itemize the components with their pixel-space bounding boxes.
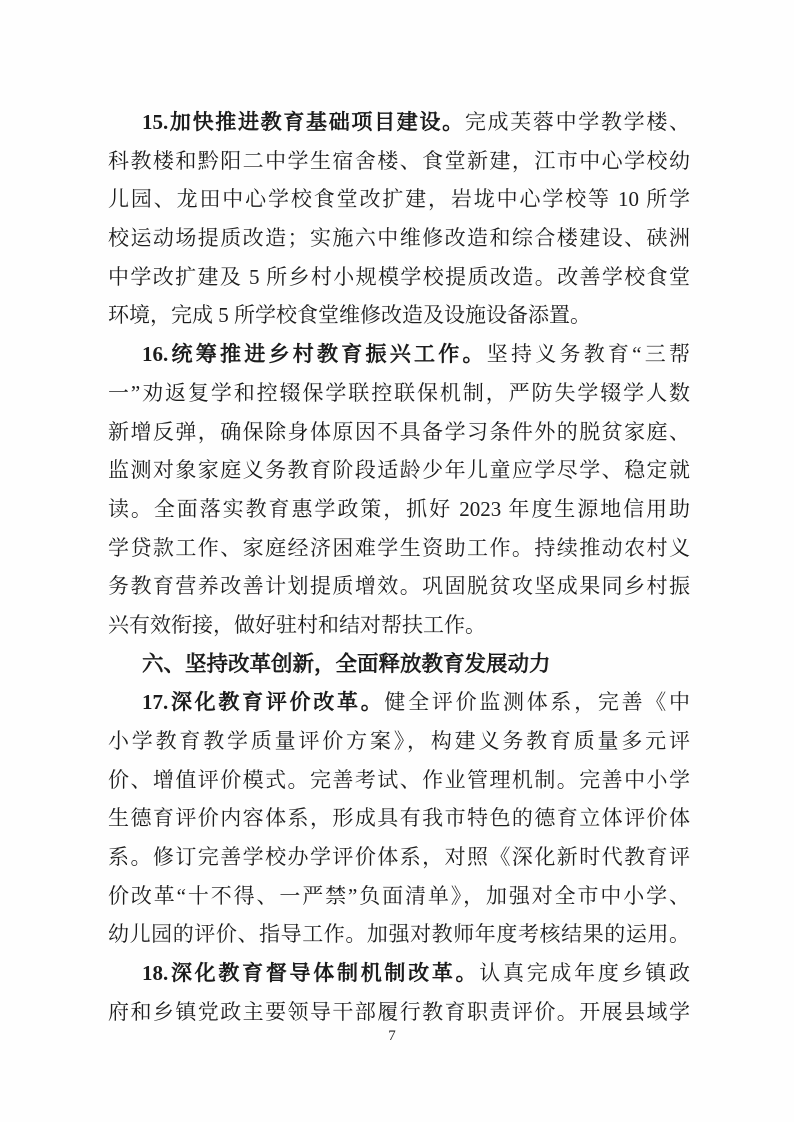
text-line (108, 296, 690, 335)
body-text: 坚持义务教育“三帮 (486, 342, 690, 367)
text-line (108, 606, 690, 645)
paragraph-lead: 16.统筹推进乡村教育振兴工作。 (142, 342, 487, 367)
paragraph-lead: 18.深化教育督导体制机制改革。 (142, 961, 480, 986)
body-text: 儿园、龙田中心学校食堂改扩建，岩垅中心学校等 10 所学 (108, 187, 690, 212)
text-line (108, 877, 690, 916)
text-line (108, 915, 690, 954)
body-text: 学贷款工作、家庭经济困难学生资助工作。持续推动农村义 (108, 535, 690, 560)
body-text: 科教楼和黔阳二中学生宿舍楼、食堂新建，江市中心学校幼 (108, 148, 690, 173)
text-line (108, 567, 690, 606)
section-heading-6 (108, 645, 690, 684)
body-text: 小学教育教学质量评价方案》，构建义务教育质量多元评 (108, 729, 690, 753)
text-line (108, 374, 690, 413)
text-line (108, 142, 690, 181)
text-line (108, 335, 690, 374)
body-text: 读。全面落实教育惠学政策，抓好 2023 年度生源地信用助 (108, 496, 690, 521)
paragraph-lead: 15.加快推进教育基础项目建设。 (142, 110, 465, 134)
body-text: 中学改扩建及 5 所乡村小规模学校提质改造。改善学校食堂 (108, 264, 690, 289)
text-line (108, 219, 690, 258)
body-text: 价、增值评价模式。完善考试、作业管理机制。完善中小学 (108, 767, 690, 792)
body-text: 认真完成年度乡镇政 (479, 961, 690, 986)
paragraph-15 (108, 103, 690, 335)
body-text: 府和乡镇党政主要领导干部履行教育职责评价。开展县域学 (108, 999, 690, 1024)
body-text: 幼儿园的评价、指导工作。加强对教师年度考核结果的运用。 (108, 922, 690, 947)
body-text: 监测对象家庭义务教育阶段适龄少年儿童应学尽学、稳定就 (108, 458, 690, 483)
paragraph-16 (108, 335, 690, 645)
text-line (108, 954, 690, 993)
text-line (108, 838, 690, 877)
body-text: 完成芙蓉中学教学楼、 (464, 110, 690, 134)
body-text: 校运动场提质改造；实施六中维修改造和综合楼建设、硖洲 (108, 226, 690, 251)
text-line (108, 490, 690, 529)
body-text: 系。修订完善学校办学评价体系，对照《深化新时代教育评 (108, 845, 690, 870)
text-line (108, 451, 690, 490)
body-text: 兴有效衔接，做好驻村和结对帮扶工作。 (108, 612, 486, 637)
paragraph-lead: 17.深化教育评价改革。 (142, 690, 385, 715)
text-line (108, 683, 690, 722)
document-body (108, 103, 690, 1032)
heading-text: 六、坚持改革创新，全面释放教育发展动力 (142, 651, 551, 676)
text-line (108, 413, 690, 452)
text-line (108, 529, 690, 568)
text-line (108, 180, 690, 219)
text-line (108, 258, 690, 297)
body-text: 一”劝返复学和控辍保学联控联保机制，严防失学辍学人数 (108, 380, 690, 405)
text-line (108, 645, 690, 684)
text-line (108, 799, 690, 838)
paragraph-18 (108, 954, 690, 1031)
body-text: 环境，完成 5 所学校食堂维修改造及设施设备添置。 (108, 303, 591, 328)
text-line (108, 103, 690, 142)
body-text: 务教育营养改善计划提质增效。巩固脱贫攻坚成果同乡村振 (108, 574, 690, 599)
page-number: 7 (388, 1028, 396, 1044)
body-text: 生德育评价内容体系，形成具有我市特色的德育立体评价体 (108, 806, 690, 831)
body-text: 新增反弹，确保除身体原因不具备学习条件外的脱贫家庭、 (108, 419, 690, 444)
paragraph-17 (108, 683, 690, 954)
text-line (108, 993, 690, 1032)
text-line (108, 722, 690, 761)
text-line (108, 761, 690, 800)
body-text: 健全评价监测体系，完善《中 (384, 690, 690, 715)
body-text: 价改革“十不得、一严禁”负面清单》，加强对全市中小学、 (108, 883, 690, 908)
